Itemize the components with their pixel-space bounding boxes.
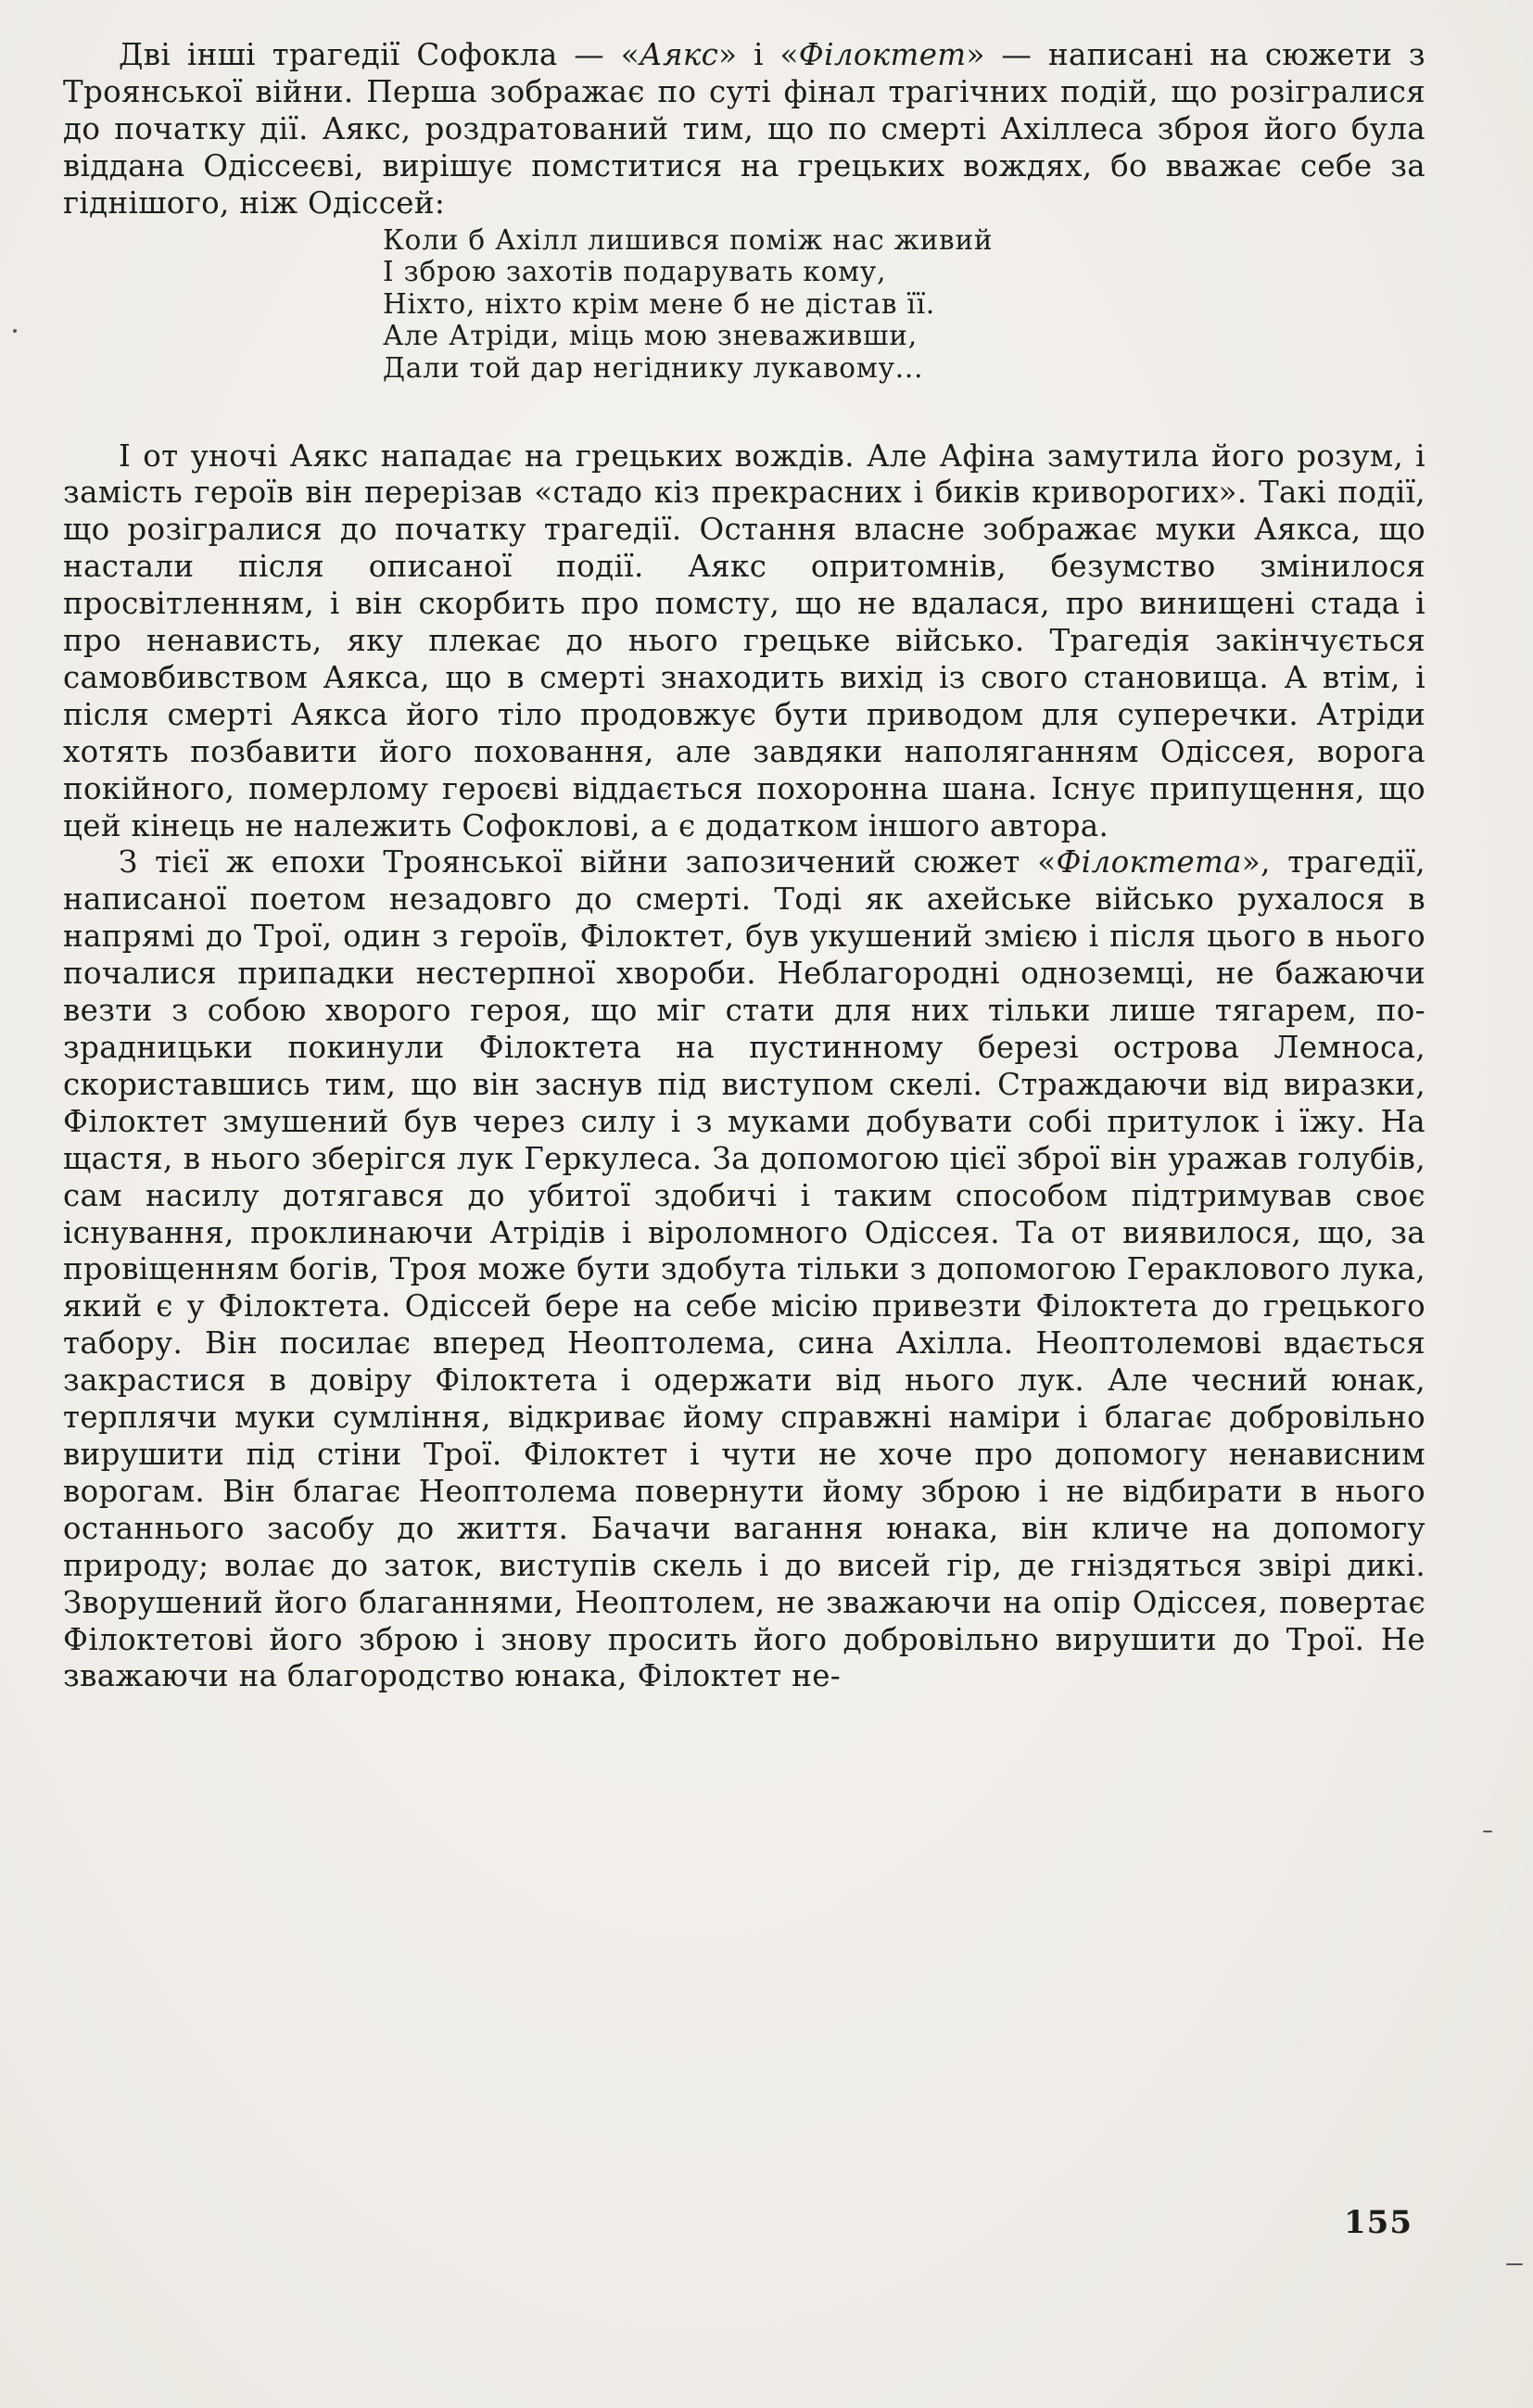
paper-speck (1483, 1831, 1492, 1832)
paragraph-3 (63, 844, 1425, 1695)
paper-speck (1506, 2263, 1523, 2265)
paragraph-1 (63, 37, 1425, 222)
verse-quote (383, 224, 1425, 385)
philoctetes-title-2: Філоктета (1056, 844, 1242, 881)
verse-line: І зброю захотів подарувать кому, (383, 256, 887, 288)
paper-speck (13, 329, 17, 333)
paragraph-3-text-a: З тієї ж епохи Троянської війни запозичений сюжет « (119, 844, 1057, 881)
verse-line: Дали той дар негіднику лукавому... (383, 351, 924, 384)
philoctetes-title: Філоктет (798, 37, 967, 72)
paragraph-2: І от уночі Аякс нападає на грецьких вождів. Але Афіна замутила його розум, і замість героїв він перерізав «стадо кіз прекрасних і биків криворогих». Такі події, що розігралися до початку трагедії. Остання власне зображає муки Аякса, що настали після описаної події. Аякс опритомнів, безумство змінилося просвітленням, і він скорбить про помсту, що не вдалася, про винищені стада і про ненависть, яку плекає до нього грецьке військо. Трагедія закінчується самовбивством Аякса, що в смерті знаходить вихід із свого становища. А втім, і після смерті Аякса його тіло продовжує бути приводом для суперечки. Атріди хотять позбавити його поховання, але завдяки наполяганням Одіссея, ворога покійного, померлому героєві віддається похоронна шана. Існує припущення, що цей кінець не належить Софоклові, а є додатком іншого автора. (63, 437, 1425, 843)
verse-line: Коли б Ахілл лишився поміж нас живий (383, 223, 994, 256)
paragraph-1-text-b: » і « (718, 37, 799, 72)
paragraph-3-text-b: », трагедії, написаної поетом незадовго до смерті. Тоді як ахейське військо рухалося в напрямі до Трої, один з героїв, Філоктет, був укушений змією і після цього в нього почалися припадки нестерпної хвороби. Неблагородні одноземці, не бажаючи везти з собою хворого героя, що міг стати для них тільки лише тягарем, по-зрадницьки покинули Філоктета на пустинному березі острова Лемноса, скориставшись тим, що він заснув під виступом скелі. Страждаючи від виразки, Філоктет змушений був через силу і з муками добувати собі притулок і їжу. На щастя, в нього зберігся лук Геркулеса. За допомогою цієї зброї він уражав голубів, сам насилу дотягався до убитої здобичі і таким способом підтримував своє існування, проклинаючи Атрідів і віроломного Одіссея. Та от виявилося, що, за провіщенням богів, Троя може бути здобута тільки з допомогою Гераклового лука, який є у Філоктета. Одіссей бере на себе місію привезти Філоктета до грецького табору. Він посилає вперед Неоптолема, сина Ахілла. Неоптолемові вдається закрастися в довіру Філоктета і одержати від нього лук. Але чесний юнак, терплячи муки сумління, відкриває йому справжні наміри і благає добровільно вирушити під стіни Трої. Філоктет і чути не хоче про допомогу ненависним ворогам. Він благає Неоптолема повернути йому зброю і не відбирати в нього останнього засобу до життя. Бачачи вагання юнака, він кличе на допомогу природу; волає до заток, виступів скель і до висей гір, де гніздяться звірі дикі. Зворушений його благаннями, Неоптолем, не зважаючи на опір Одіссея, повертає Філоктетові його зброю і знову просить його добровільно вирушити до Трої. Не зважаючи на благородство юнака, Філоктет не- (63, 844, 1425, 1694)
page-number: 155 (1344, 2204, 1413, 2241)
paragraph-1-text-a: Дві інші трагедії Софокла — « (119, 37, 640, 72)
paragraph-1-text-c: » — написані на сюжети з Троянської війни. Перша зображає по суті фінал трагічних подій, що розігралися до початку дії. Аякс, роздратований тим, що по смерті Ахіллеса зброя його була віддана Одіссеєві, вирішує помститися на грецьких вождях, бо вважає себе за гіднішого, ніж Одіссей: (63, 37, 1425, 221)
verse-line: Але Атріди, міць мою зневаживши, (383, 320, 918, 352)
verse-line: Ніхто, ніхто крім мене б не дістав її. (383, 287, 936, 320)
ajax-title: Аякс (640, 37, 719, 72)
main-text (63, 37, 1425, 1695)
